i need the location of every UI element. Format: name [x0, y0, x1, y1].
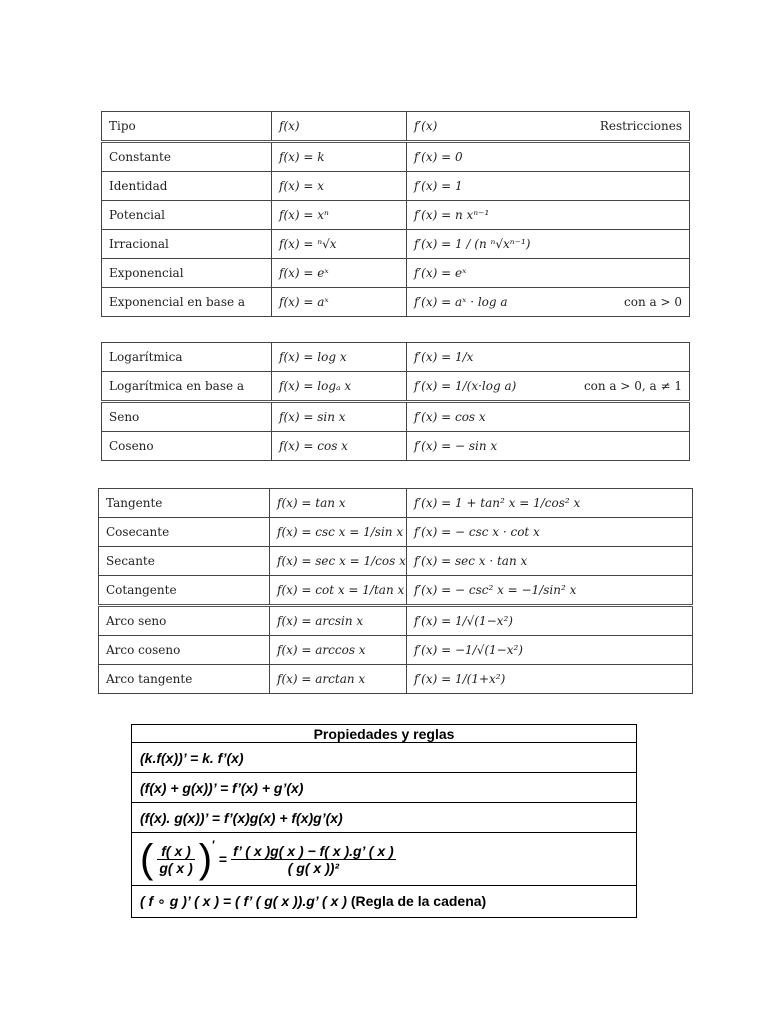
rule-row: [132, 773, 637, 803]
row-fpx: f′(x) = cos x: [407, 402, 690, 432]
quotient-lhs-num: f( x ): [157, 843, 194, 860]
row-fx: f(x) = x: [272, 172, 407, 201]
quotient-rhs: [231, 843, 396, 876]
row-fx: f(x) = eˣ: [272, 259, 407, 288]
table-row: [99, 576, 693, 606]
row-fx: f(x) = aˣ: [272, 288, 407, 317]
prime-mark: ′: [212, 839, 215, 852]
row-tipo: Tangente: [99, 489, 270, 518]
row-fpx-cell: [407, 288, 690, 317]
table-row: [99, 489, 693, 518]
row-fpx: f′(x) = − sin x: [407, 432, 690, 461]
row-tipo: Potencial: [102, 201, 272, 230]
rule-row: [132, 886, 637, 918]
rule-row: [132, 803, 637, 833]
row-fx: f(x) = xⁿ: [272, 201, 407, 230]
rule-sum: (f(x) + g(x))’ = f’(x) + g’(x): [132, 773, 637, 803]
row-fx: f(x) = ⁿ√x: [272, 230, 407, 259]
row-fpx: f′(x) = 1 / (n ⁿ√xⁿ⁻¹): [407, 230, 690, 259]
row-tipo: Constante: [102, 142, 272, 172]
derivatives-table-2: [101, 342, 690, 461]
rule-chain-cell: [132, 886, 637, 918]
row-tipo: Seno: [102, 402, 272, 432]
row-tipo: Exponencial: [102, 259, 272, 288]
table-row: [99, 518, 693, 547]
derivatives-table-1: [101, 111, 690, 317]
table-row: [102, 201, 690, 230]
table-row: [102, 142, 690, 172]
quotient-lhs: [157, 843, 194, 876]
header-fpx: f′(x): [414, 119, 438, 133]
header-restricciones: Restricciones: [599, 119, 682, 133]
row-fpx: f′(x) = eˣ: [407, 259, 690, 288]
row-tipo: Irracional: [102, 230, 272, 259]
row-fx: f(x) = k: [272, 142, 407, 172]
table-row: [102, 230, 690, 259]
row-tipo: Coseno: [102, 432, 272, 461]
row-fpx: f′(x) = 1/x: [407, 343, 690, 372]
table-row: [102, 259, 690, 288]
row-fx: f(x) = log x: [272, 343, 407, 372]
row-fx: f(x) = arccos x: [270, 636, 407, 665]
row-fpx: f′(x) = −1/√(1−x²): [407, 636, 693, 665]
row-fpx: f′(x) = − csc² x = −1/sin² x: [407, 576, 693, 606]
row-fpx: f′(x) = sec x · tan x: [407, 547, 693, 576]
rules-title: Propiedades y reglas: [132, 725, 637, 743]
left-paren: (: [140, 837, 154, 881]
table-row: [102, 402, 690, 432]
table-row: [99, 606, 693, 636]
row-fx: f(x) = sec x = 1/cos x: [270, 547, 407, 576]
row-fx: f(x) = arcsin x: [270, 606, 407, 636]
rule-chain: ( f ∘ g )’ ( x ) = ( f’ ( g( x )).g’ ( x ): [140, 893, 347, 909]
row-fx: f(x) = tan x: [270, 489, 407, 518]
row-tipo: Arco seno: [99, 606, 270, 636]
row-fx: f(x) = sin x: [272, 402, 407, 432]
row-fx: f(x) = logₐ x: [272, 372, 407, 402]
table-row: [99, 636, 693, 665]
table-row: [102, 372, 690, 402]
equals-sign: =: [218, 851, 228, 867]
table-header-row: [102, 112, 690, 142]
rules-header-row: [132, 725, 637, 743]
quotient-rhs-den: ( g( x ))²: [287, 859, 340, 876]
header-tipo: Tipo: [102, 112, 272, 142]
row-restriction: con a > 0, a ≠ 1: [583, 379, 682, 393]
table-row: [102, 432, 690, 461]
row-fpx: f′(x) = 1/(x·log a): [414, 379, 517, 393]
row-fpx: f′(x) = 1 + tan² x = 1/cos² x: [407, 489, 693, 518]
row-fpx: f′(x) = − csc x · cot x: [407, 518, 693, 547]
rule-product: (f(x). g(x))’ = f’(x)g(x) + f(x)g’(x): [132, 803, 637, 833]
header-fx: f(x): [272, 112, 407, 142]
row-fpx: f′(x) = aˣ · log a: [414, 295, 508, 309]
row-fpx: f′(x) = 1/√(1−x²): [407, 606, 693, 636]
table-row: [99, 665, 693, 694]
derivatives-table-3: [98, 488, 693, 694]
table-row: [102, 172, 690, 201]
row-tipo: Logarítmica: [102, 343, 272, 372]
quotient-rhs-num: f’ ( x )g( x ) − f( x ).g’ ( x ): [233, 842, 394, 859]
row-tipo: Exponencial en base a: [102, 288, 272, 317]
table-row: [102, 288, 690, 317]
row-fpx-cell: [407, 372, 690, 402]
header-fpx-cell: [407, 112, 690, 142]
row-fpx: f′(x) = n xⁿ⁻¹: [407, 201, 690, 230]
rules-table: [131, 724, 637, 918]
table-row: [102, 343, 690, 372]
quotient-formula: [140, 839, 396, 879]
rule-row: [132, 743, 637, 773]
row-restriction: con a > 0: [624, 295, 682, 309]
row-tipo: Identidad: [102, 172, 272, 201]
row-fpx: f′(x) = 1: [407, 172, 690, 201]
row-fx: f(x) = arctan x: [270, 665, 407, 694]
row-tipo: Arco tangente: [99, 665, 270, 694]
row-fpx: f′(x) = 1/(1+x²): [407, 665, 693, 694]
rule-chain-note: (Regla de la cadena): [350, 893, 487, 909]
row-tipo: Cosecante: [99, 518, 270, 547]
quotient-lhs-den: g( x ): [159, 859, 193, 876]
right-paren: ): [198, 837, 213, 881]
row-tipo: Logarítmica en base a: [102, 372, 272, 402]
row-fpx: f′(x) = 0: [407, 142, 690, 172]
rule-constant-multiple: (k.f(x))’ = k. f’(x): [132, 743, 637, 773]
row-fx: f(x) = cos x: [272, 432, 407, 461]
rule-quotient: [132, 833, 637, 886]
row-fx: f(x) = cot x = 1/tan x: [270, 576, 407, 606]
row-tipo: Arco coseno: [99, 636, 270, 665]
table-row: [99, 547, 693, 576]
row-tipo: Secante: [99, 547, 270, 576]
row-fx: f(x) = csc x = 1/sin x: [270, 518, 407, 547]
rule-row: [132, 833, 637, 886]
row-tipo: Cotangente: [99, 576, 270, 606]
